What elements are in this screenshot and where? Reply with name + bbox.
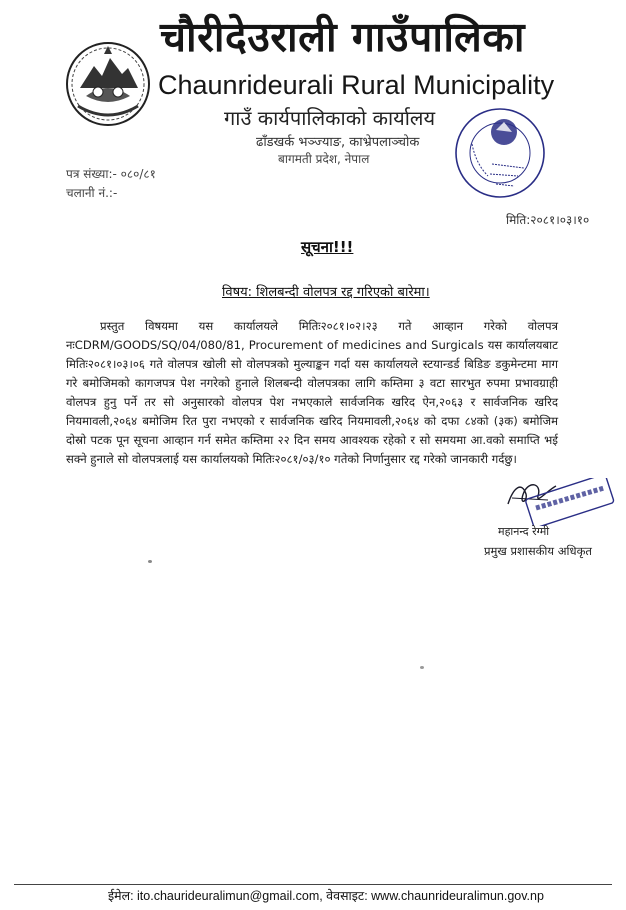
letter-date: मिति:२०८१।०३।१०	[506, 213, 590, 227]
dispatch-number: चलानी नं.:-	[66, 186, 118, 200]
office-seal-stamp	[452, 104, 548, 202]
nepal-emblem-logo	[64, 40, 152, 128]
notice-heading: सूचना!!!	[301, 238, 354, 256]
address-line-1: ढाँडखर्क भञ्ज्याङ, काभ्रेपलाञ्चोक	[256, 135, 420, 150]
municipality-name-nepali: चौरीदेउराली गाउँपालिका	[160, 13, 525, 61]
office-name: गाउँ कार्यपालिकाको कार्यालय	[224, 106, 436, 130]
official-designation-stamp	[524, 478, 616, 526]
address-line-2: बागमती प्रदेश, नेपाल	[278, 152, 370, 166]
signatory-name: महानन्द रेग्मी	[498, 525, 550, 538]
signatory-title: प्रमुख प्रशासकीय अधिकृत	[484, 544, 592, 558]
footer-contact: ईमेल: ito.chaurideuralimun@gmail.com, वेवसाइट: www.chaunrideuralimun.gov.np	[108, 889, 544, 903]
scan-speck	[420, 666, 424, 669]
reference-number: पत्र संख्या:- ०८०/८१	[66, 167, 156, 181]
scan-speck	[148, 560, 152, 563]
notice-body: प्रस्तुत विषयमा यस कार्यालयले मितिः२०८१।०२।२३ गते आव्हान गरेको वोलपत्र नःCDRM/GOODS/SQ/04/080/81, Procurement of medicines and Surgicals यस कार्यालयबाट मितिः२०८१।०३।०६ गते वोलपत्र खोली सो वोलपत्रको मुल्याङ्कन गर्दा यस कार्यालयले स्टयान्डर्ड बिडिङ डकुमेन्टमा माग गरे बमोजिमको कागजपत्र पेश नगरेको हुनाले शिलबन्दी वोलपत्रका लागि कम्तिमा ३ वटा सारभुत रुपमा प्रभावग्राही वोलपत्र हुनु पर्ने तर सो अनुसारको वोलपत्र पेश नभएकाले सार्वजनिक खरिद ऐन,२०६३ र सार्वजनिक खरिद नियमावली,२०६४ बमोजिम रित पुरा नभएको र सार्वजनिक खरिद नियमावली,२०६४ को दफा ८४को (३क) बमोजिम दोस्रो पटक पून सूचना आव्हान गर्न समेत कम्तिमा २२ दिन समय आवश्यक रहेको र सो समयमा आ.वको समाप्ति भई सक्ने हुनाले सो वोलपत्रलाई यस कार्यालयको मितिः२०८१/०३/१० गतेको निर्णानुसार रद्द गरेको जानकारी गर्दछु।	[66, 319, 558, 466]
footer-divider	[14, 884, 612, 885]
municipality-name-english: Chaunrideurali Rural Municipality	[158, 70, 555, 100]
notice-subject: विषय: शिलबन्दी वोलपत्र रद्द गरिएको बारेमा।	[222, 285, 430, 300]
